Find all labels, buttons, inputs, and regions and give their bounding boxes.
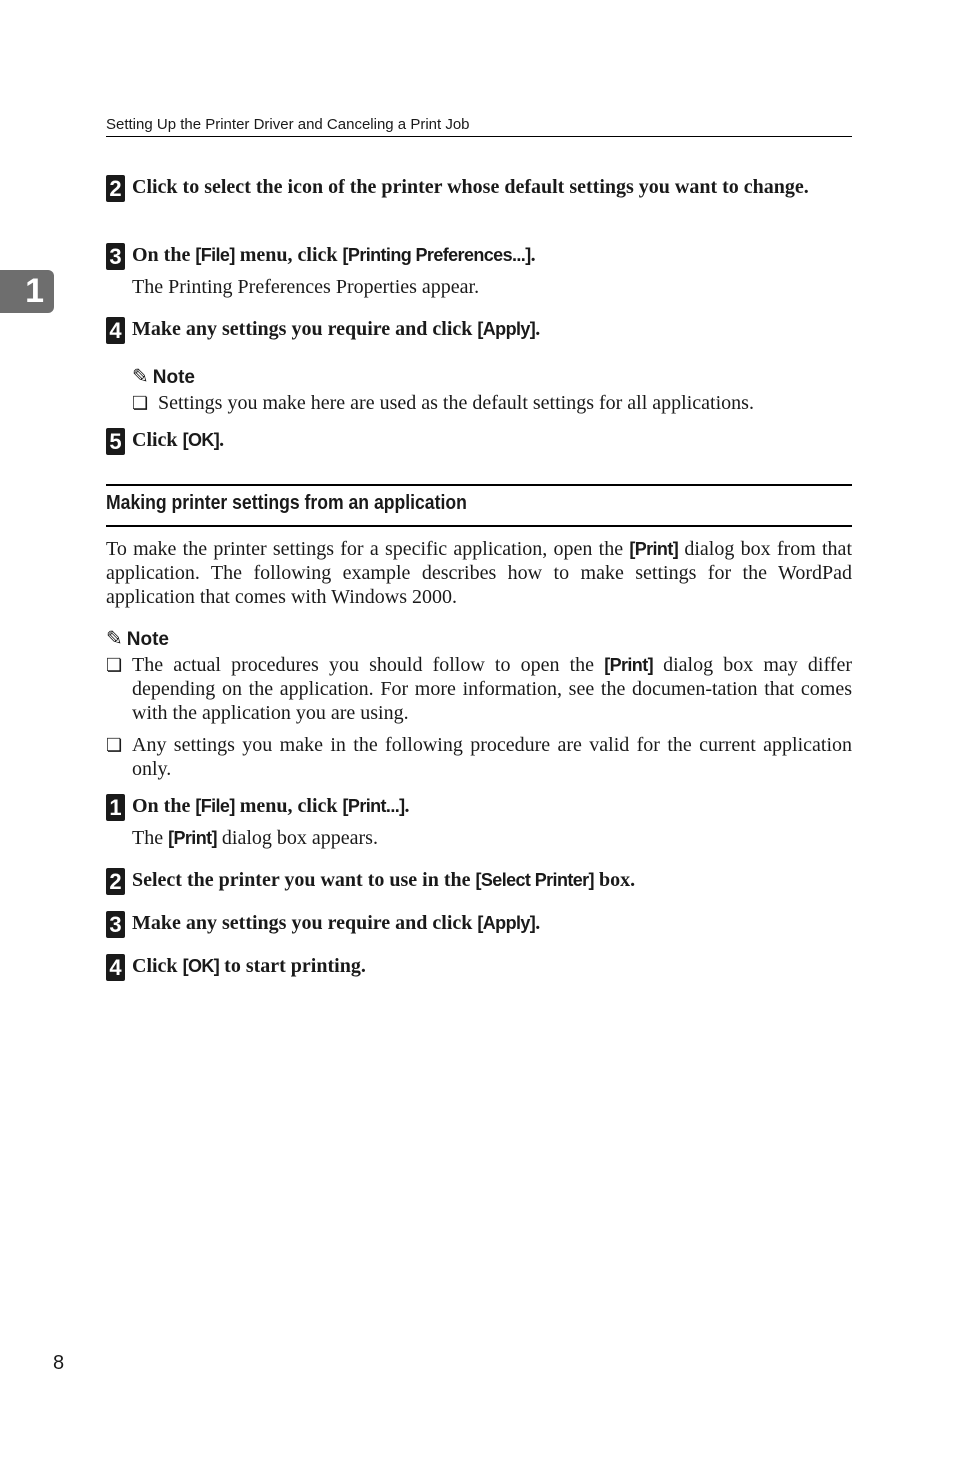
ok-ref: [OK] <box>182 956 220 976</box>
ok-ref: [OK] <box>182 430 220 450</box>
running-header <box>106 116 852 137</box>
apply-ref: [Apply] <box>477 913 536 933</box>
step-number: 2 <box>106 175 125 202</box>
step-a2 <box>106 175 852 199</box>
step-number: 3 <box>106 243 125 270</box>
step-title: On the [File] menu, click [Printing Preferences...]. <box>132 244 536 266</box>
section-title: Making printer settings from an application <box>106 492 467 514</box>
note-heading: ✎ Note <box>132 366 195 388</box>
step-number: 4 <box>106 954 125 981</box>
step-description: The [Print] dialog box appears. <box>132 827 378 849</box>
checkbox-icon: ❏ <box>132 393 149 413</box>
step-number: 1 <box>106 794 125 821</box>
chapter-tab <box>0 270 54 313</box>
step-title: Select the printer you want to use in the [Select Printer] box. <box>132 869 636 891</box>
step-title: Make any settings you require and click [Apply]. <box>132 912 541 934</box>
step-b3 <box>106 911 852 935</box>
step-a5 <box>106 428 852 452</box>
pencil-note-icon: ✎ <box>132 366 149 388</box>
printing-preferences-ref: [Printing Preferences...] <box>342 245 531 265</box>
section-rule-top <box>106 484 852 486</box>
note-heading: ✎ Note <box>106 628 169 650</box>
step-number: 3 <box>106 911 125 938</box>
section-rule-bottom <box>106 525 852 527</box>
note-item: ❏ Any settings you make in the following procedure are valid for the current application only. <box>106 734 852 780</box>
print-dialog-ref: [Print] <box>604 655 653 675</box>
step-title: Make any settings you require and click [Apply]. <box>132 318 541 340</box>
step-number: 2 <box>106 868 125 895</box>
step-title: Click [OK]. <box>132 429 225 451</box>
step-text: Click to select the icon of the printer whose default settings you want to change. <box>132 176 809 198</box>
step-title: On the [File] menu, click [Print...]. <box>132 795 410 817</box>
chapter-number: 1 <box>25 272 44 310</box>
file-menu-ref: [File] <box>195 796 235 816</box>
step-a4 <box>106 317 852 341</box>
print-dialog-ref: [Print] <box>629 539 679 559</box>
apply-ref: [Apply] <box>477 319 536 339</box>
step-b1 <box>106 794 852 850</box>
print-menu-ref: [Print...] <box>342 796 405 816</box>
step-a3 <box>106 243 852 299</box>
step-b4 <box>106 954 852 978</box>
step-number: 5 <box>106 428 125 455</box>
step-description: The Printing Preferences Properties appear. <box>132 276 480 298</box>
page-number: 8 <box>53 1352 65 1374</box>
checkbox-icon: ❏ <box>106 735 123 755</box>
running-title: Setting Up the Printer Driver and Canceling a Print Job <box>106 116 470 133</box>
step-title <box>132 175 852 199</box>
step-number: 4 <box>106 317 125 344</box>
pencil-note-icon: ✎ <box>106 628 123 650</box>
section-paragraph: To make the printer settings for a specific application, open the [Print] dialog box from that application. The following example describes how to make settings for the WordPad application that comes with Windows 2000. <box>106 538 852 608</box>
step-title: Click [OK] to start printing. <box>132 955 366 977</box>
note-item: ❏ The actual procedures you should follow to open the [Print] dialog box may differ depending on the application. For more information, see the documen-tation that comes with the application you are using. <box>106 654 852 724</box>
note-item: ❏ Settings you make here are used as the default settings for all applications. <box>132 392 754 414</box>
step-b2 <box>106 868 852 892</box>
select-printer-ref: [Select Printer] <box>475 870 594 890</box>
checkbox-icon: ❏ <box>106 655 123 675</box>
file-menu-ref: [File] <box>195 245 235 265</box>
print-dialog-ref: [Print] <box>168 828 217 848</box>
